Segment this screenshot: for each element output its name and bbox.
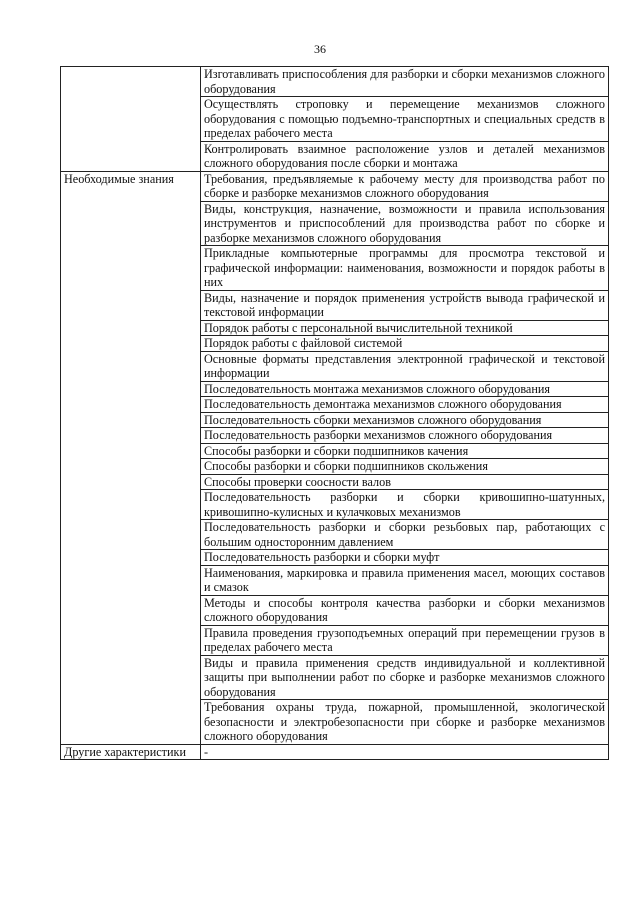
requirement-item: Последовательность сборки механизмов сложного оборудования: [201, 412, 609, 428]
page-number: 36: [314, 42, 326, 56]
requirement-item: Порядок работы с файловой системой: [201, 336, 609, 352]
requirement-item: Способы разборки и сборки подшипников качения: [201, 443, 609, 459]
requirement-item: Порядок работы с персональной вычислительной техникой: [201, 320, 609, 336]
requirement-item: Требования, предъявляемые к рабочему месту для производства работ по сборке и разборке механизмов сложного оборудования: [201, 171, 609, 201]
requirement-item: Способы разборки и сборки подшипников скольжения: [201, 459, 609, 475]
requirement-item: Последовательность разборки механизмов сложного оборудования: [201, 428, 609, 444]
requirement-item: Последовательность разборки и сборки резьбовых пар, работающих с большим односторонним давлением: [201, 520, 609, 550]
row-label: Необходимые знания: [61, 171, 201, 744]
requirement-item: -: [201, 744, 609, 760]
requirement-item: Изготавливать приспособления для разборки и сборки механизмов сложного оборудования: [201, 67, 609, 97]
requirement-item: Способы проверки соосности валов: [201, 474, 609, 490]
requirement-item: Последовательность разборки и сборки кривошипно-шатунных, кривошипно-кулисных и кулачковых механизмов: [201, 490, 609, 520]
requirement-item: Осуществлять строповку и перемещение механизмов сложного оборудования с помощью подъемно-транспортных и специальных средств в пределах рабочего места: [201, 97, 609, 142]
requirement-item: Методы и способы контроля качества разборки и сборки механизмов сложного оборудования: [201, 595, 609, 625]
requirement-item: Контролировать взаимное расположение узлов и деталей механизмов сложного оборудования после сборки и монтажа: [201, 141, 609, 171]
requirement-item: Правила проведения грузоподъемных операций при перемещении грузов в пределах рабочего места: [201, 625, 609, 655]
table-row: [61, 171, 609, 201]
row-label: [61, 67, 201, 172]
requirement-item: Последовательность монтажа механизмов сложного оборудования: [201, 381, 609, 397]
requirements-table: [60, 66, 609, 760]
requirement-item: Виды и правила применения средств индивидуальной и коллективной защиты при выполнении работ по сборке и разборке механизмов сложного оборудования: [201, 655, 609, 700]
requirement-item: Требования охраны труда, пожарной, промышленной, экологической безопасности и электробезопасности при сборке и разборке механизмов сложного оборудования: [201, 700, 609, 745]
requirement-item: Последовательность демонтажа механизмов сложного оборудования: [201, 397, 609, 413]
row-label: Другие характеристики: [61, 744, 201, 760]
requirement-item: Виды, назначение и порядок применения устройств вывода графической и текстовой информации: [201, 290, 609, 320]
table-row: [61, 67, 609, 97]
requirement-item: Основные форматы представления электронной графической и текстовой информации: [201, 351, 609, 381]
requirement-item: Наименования, маркировка и правила применения масел, моющих составов и смазок: [201, 565, 609, 595]
requirement-item: Виды, конструкция, назначение, возможности и правила использования инструментов и приспособлений для производства работ по сборке и разборке механизмов сложного оборудования: [201, 201, 609, 246]
requirement-item: Прикладные компьютерные программы для просмотра текстовой и графической информации: наименования, возможности и порядок работы в них: [201, 246, 609, 291]
requirement-item: Последовательность разборки и сборки муфт: [201, 550, 609, 566]
table-row: [61, 744, 609, 760]
